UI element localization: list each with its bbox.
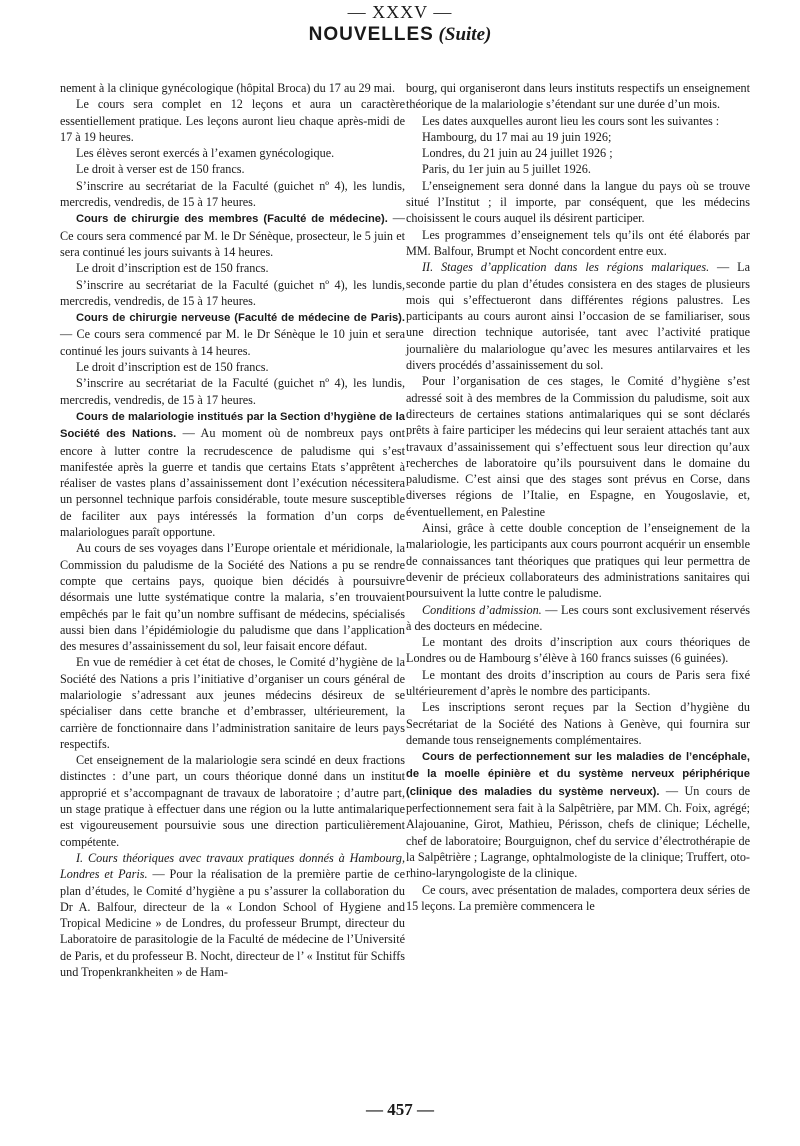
section-heading: Cours de chirurgie des membres (Faculté de médecine).	[76, 213, 388, 226]
paragraph-text: — Les cours sont exclusivement réservés à des docteurs en médecine.	[406, 602, 750, 633]
paragraph-text: — Au moment où de nombreux pays ont encore à lutter contre la recrudescence de paludisme qui s’est manifestée après la guerre et tandis que certains Etats s’apprêtent à réaliser de vastes plans d’assainissement dont l’exécution nécessitera un personnel technique parfois considérable, toute mesure susceptible de faciliter aux pays intéressés la formation d’un corps de malariologues paraît opportune.	[60, 426, 405, 540]
title-main: NOUVELLES	[308, 24, 434, 45]
left-column	[60, 80, 405, 980]
paragraph: S’inscrire au secrétariat de la Faculté (guichet nº 4), les lundis, mercredis, vendredis, de 15 à 17 heures.	[60, 376, 405, 407]
page-roman-numeral: — XXXV —	[347, 2, 453, 22]
paragraph	[60, 210, 405, 260]
paragraph: Le droit d’inscription est de 150 francs.	[76, 261, 269, 276]
paragraph: Les élèves seront exercés à l’examen gynécologique.	[76, 146, 335, 161]
section-heading: Cours de perfectionnement sur les maladies de l’encéphale, de la moelle épinière et du système nerveux périphérique (clinique des maladies du système nerveux).	[406, 751, 750, 798]
paragraph: Les inscriptions seront reçues par la Section d’hygiène du Secrétariat de la Société des Nations à Genève, qui fournira sur demande tous renseignements complémentaires.	[406, 700, 750, 747]
paragraph: Le droit à verser est de 150 francs.	[76, 162, 245, 177]
paragraph: S’inscrire au secrétariat de la Faculté (guichet nº 4), les lundis, mercredis, vendredis, de 15 à 17 heures.	[60, 178, 405, 210]
paragraph	[60, 408, 405, 540]
italic-heading: Conditions d’admission.	[422, 602, 542, 617]
paragraph	[406, 259, 750, 373]
section-heading: Cours de malariologie institués par la Section d’hygiène de la Société des Nations.	[60, 410, 405, 441]
paragraph: Pour l’organisation de ces stages, le Comité d’hygiène s’est adressé soit à des membres de la Commission du paludisme, soit aux directeurs de certaines stations antimalariques qui se sont déclarés prêts à faire participer les médecins qui leur seraient attachés tant aux travaux d’assainissement qui s’effectuent sous leur direction qu’aux recherches de laboratoire qu’ils poursuivent dans le domaine du paludisme. C’est ainsi que des stages sont prévus en Corse, dans diverses régions de l’Italie, en Espagne, en Yougoslavie, et, éventuellement, en Palestine	[406, 374, 750, 519]
date-line: Hambourg, du 17 mai au 19 juin 1926;	[422, 129, 612, 144]
paragraph: Cet enseignement de la malariologie sera scindé en deux fractions distinctes : d’une part, un cours théorique donné dans un institut approprié et s’accompagnant de travaux de laboratoire ; d’autre part, un stage pratique à effectuer dans une région ou la lutte antimalarique est vigoureusement poursuivie sous une direction particulièrement compétente.	[60, 753, 405, 849]
paragraph-text: — Un cours de perfectionnement sera fait à la Salpêtrière, par MM. Ch. Foix, agrégé; Alajouanine, Girot, Mathieu, Périsson, chefs de clinique; Léchelle, chef de laboratoire; Bourguignon, chef du service d’électrothérapie de la Salpêtrière ; Lagrange, ophtalmologiste de la clinique; Truffert, oto-rhino-laryngologiste de la clinique.	[406, 783, 751, 881]
italic-heading: II. Stages d’application dans les régions malariques.	[422, 260, 710, 275]
paragraph-text: — Ce cours sera commencé par M. le Dr Sénèque le 10 juin et sera continué les jours suivants à 14 heures.	[60, 327, 405, 358]
italic-heading: I. Cours théoriques avec travaux pratiques donnés à Hambourg, Londres et Paris.	[60, 850, 405, 882]
paragraph: Le montant des droits d’inscription aux cours théoriques de Londres ou de Hambourg s’élève à 160 francs suisses (6 guinées).	[406, 635, 750, 666]
paragraph: Ainsi, grâce à cette double conception de l’enseignement de la malariologie, les participants aux cours pourront acquérir un ensemble de connaissances tant théoriques que pratiques qui leur permettra de devenir de précieux collaborateurs des administrations sanitaires qui poursuivent la lutte contre le paludisme.	[406, 521, 750, 601]
paragraph	[60, 850, 405, 980]
paragraph: L’enseignement sera donné dans la langue du pays où se trouve situé l’Institut ; il importe, par conséquent, que les médecins choisissent le cours auquel ils désirent participer.	[406, 178, 750, 226]
paragraph: Le droit d’inscription est de 150 francs.	[76, 360, 269, 375]
paragraph: Les dates auxquelles auront lieu les cours sont les suivantes :	[422, 113, 720, 128]
paragraph: nement à la clinique gynécologique (hôpital Broca) du 17 au 29 mai.	[60, 81, 396, 95]
paragraph: Les programmes d’enseignement tels qu’ils ont été élaborés par MM. Balfour, Brumpt et Nocht concordent entre eux.	[406, 227, 750, 258]
paragraph: Au cours de ses voyages dans l’Europe orientale et méridionale, la Commission du paludisme de la Société des Nations a pu se rendre compte que certains pays, quoique bien décidés à poursuivre désormais une lutte systématique contre la malaria, s’en trouvaient empêchés par le fait qu’un nombre suffisant de médecins, spécialisés aussi bien dans l’épidémiologie du paludisme que dans l’application des mesures d’assainissement du sol, leur faisait encore défaut.	[60, 541, 405, 654]
right-column	[406, 80, 750, 914]
date-line: Londres, du 21 juin au 24 juillet 1926 ;	[422, 146, 613, 161]
section-heading: Cours de chirurgie nerveuse (Faculté de médecine de Paris).	[76, 312, 405, 325]
paragraph-text: — La seconde partie du plan d’études consistera en des stages de plusieurs mois qui s’effectueront dans différentes régions palustres. Les participants au cours auront ainsi l’occasion de se familiariser, sous une direction technique autorisée, tant avec l’activité pratique journalière du malariologue qu’avec les mesures antilarvaires et les divers procédés d’assainissement du sol.	[406, 260, 751, 373]
title-suite: (Suite)	[438, 24, 492, 45]
paragraph: bourg, qui organiseront dans leurs instituts respectifs un enseignement théorique de la malariologie s’étendant sur une durée d’un mois.	[406, 81, 750, 112]
page-number: — 457 —	[366, 1100, 434, 1119]
paragraph	[406, 748, 750, 881]
paragraph	[60, 309, 405, 359]
paragraph	[406, 602, 750, 635]
paragraph: Ce cours, avec présentation de malades, comportera deux séries de 15 leçons. La première commencera le	[406, 882, 750, 913]
paragraph: Le montant des droits d’inscription au cours de Paris sera fixé ultérieurement d’après le nombre des participants.	[406, 667, 750, 698]
paragraph-text: — Ce cours sera commencé par M. le Dr Sénèque, prosecteur, le 5 juin et sera continué les jours suivants à 14 heures.	[60, 211, 405, 259]
paragraph-text: — Pour la réalisation de la première partie de ce plan d’études, le Comité d’hygiène a pu s’assurer la collaboration du Dr A. Balfour, directeur de la « London School of Hygiene and Tropical Medicine » de Londres, du professeur Brumpt, directeur du Laboratoire de parasitologie de la Faculté de médecine de l’Université de Paris, et du professeur B. Nocht, directeur de l’ « Institut für Schiffs und Tropenkrankheiten » de Ham-	[60, 867, 405, 980]
section-title	[0, 24, 800, 46]
paragraph: S’inscrire au secrétariat de la Faculté (guichet nº 4), les lundis, mercredis, vendredis, de 15 à 17 heures.	[60, 277, 405, 308]
paragraph: En vue de remédier à cet état de choses, le Comité d’hygiène de la Société des Nations a pris l’initiative d’organiser un cours général de malariologie s’adressant aux jeunes médecins désireux de se spécialiser dans cette branche et d’embrasser, ultérieurement, la carrière de fonctionnaire dans l’administration sanitaire de leurs pays respectifs.	[60, 655, 405, 751]
date-line: Paris, du 1er juin au 5 juillet 1926.	[422, 162, 591, 177]
paragraph: Le cours sera complet en 12 leçons et aura un caractère essentiellement pratique. Les leçons auront lieu chaque après-midi de 17 à 19 heures.	[60, 97, 405, 144]
